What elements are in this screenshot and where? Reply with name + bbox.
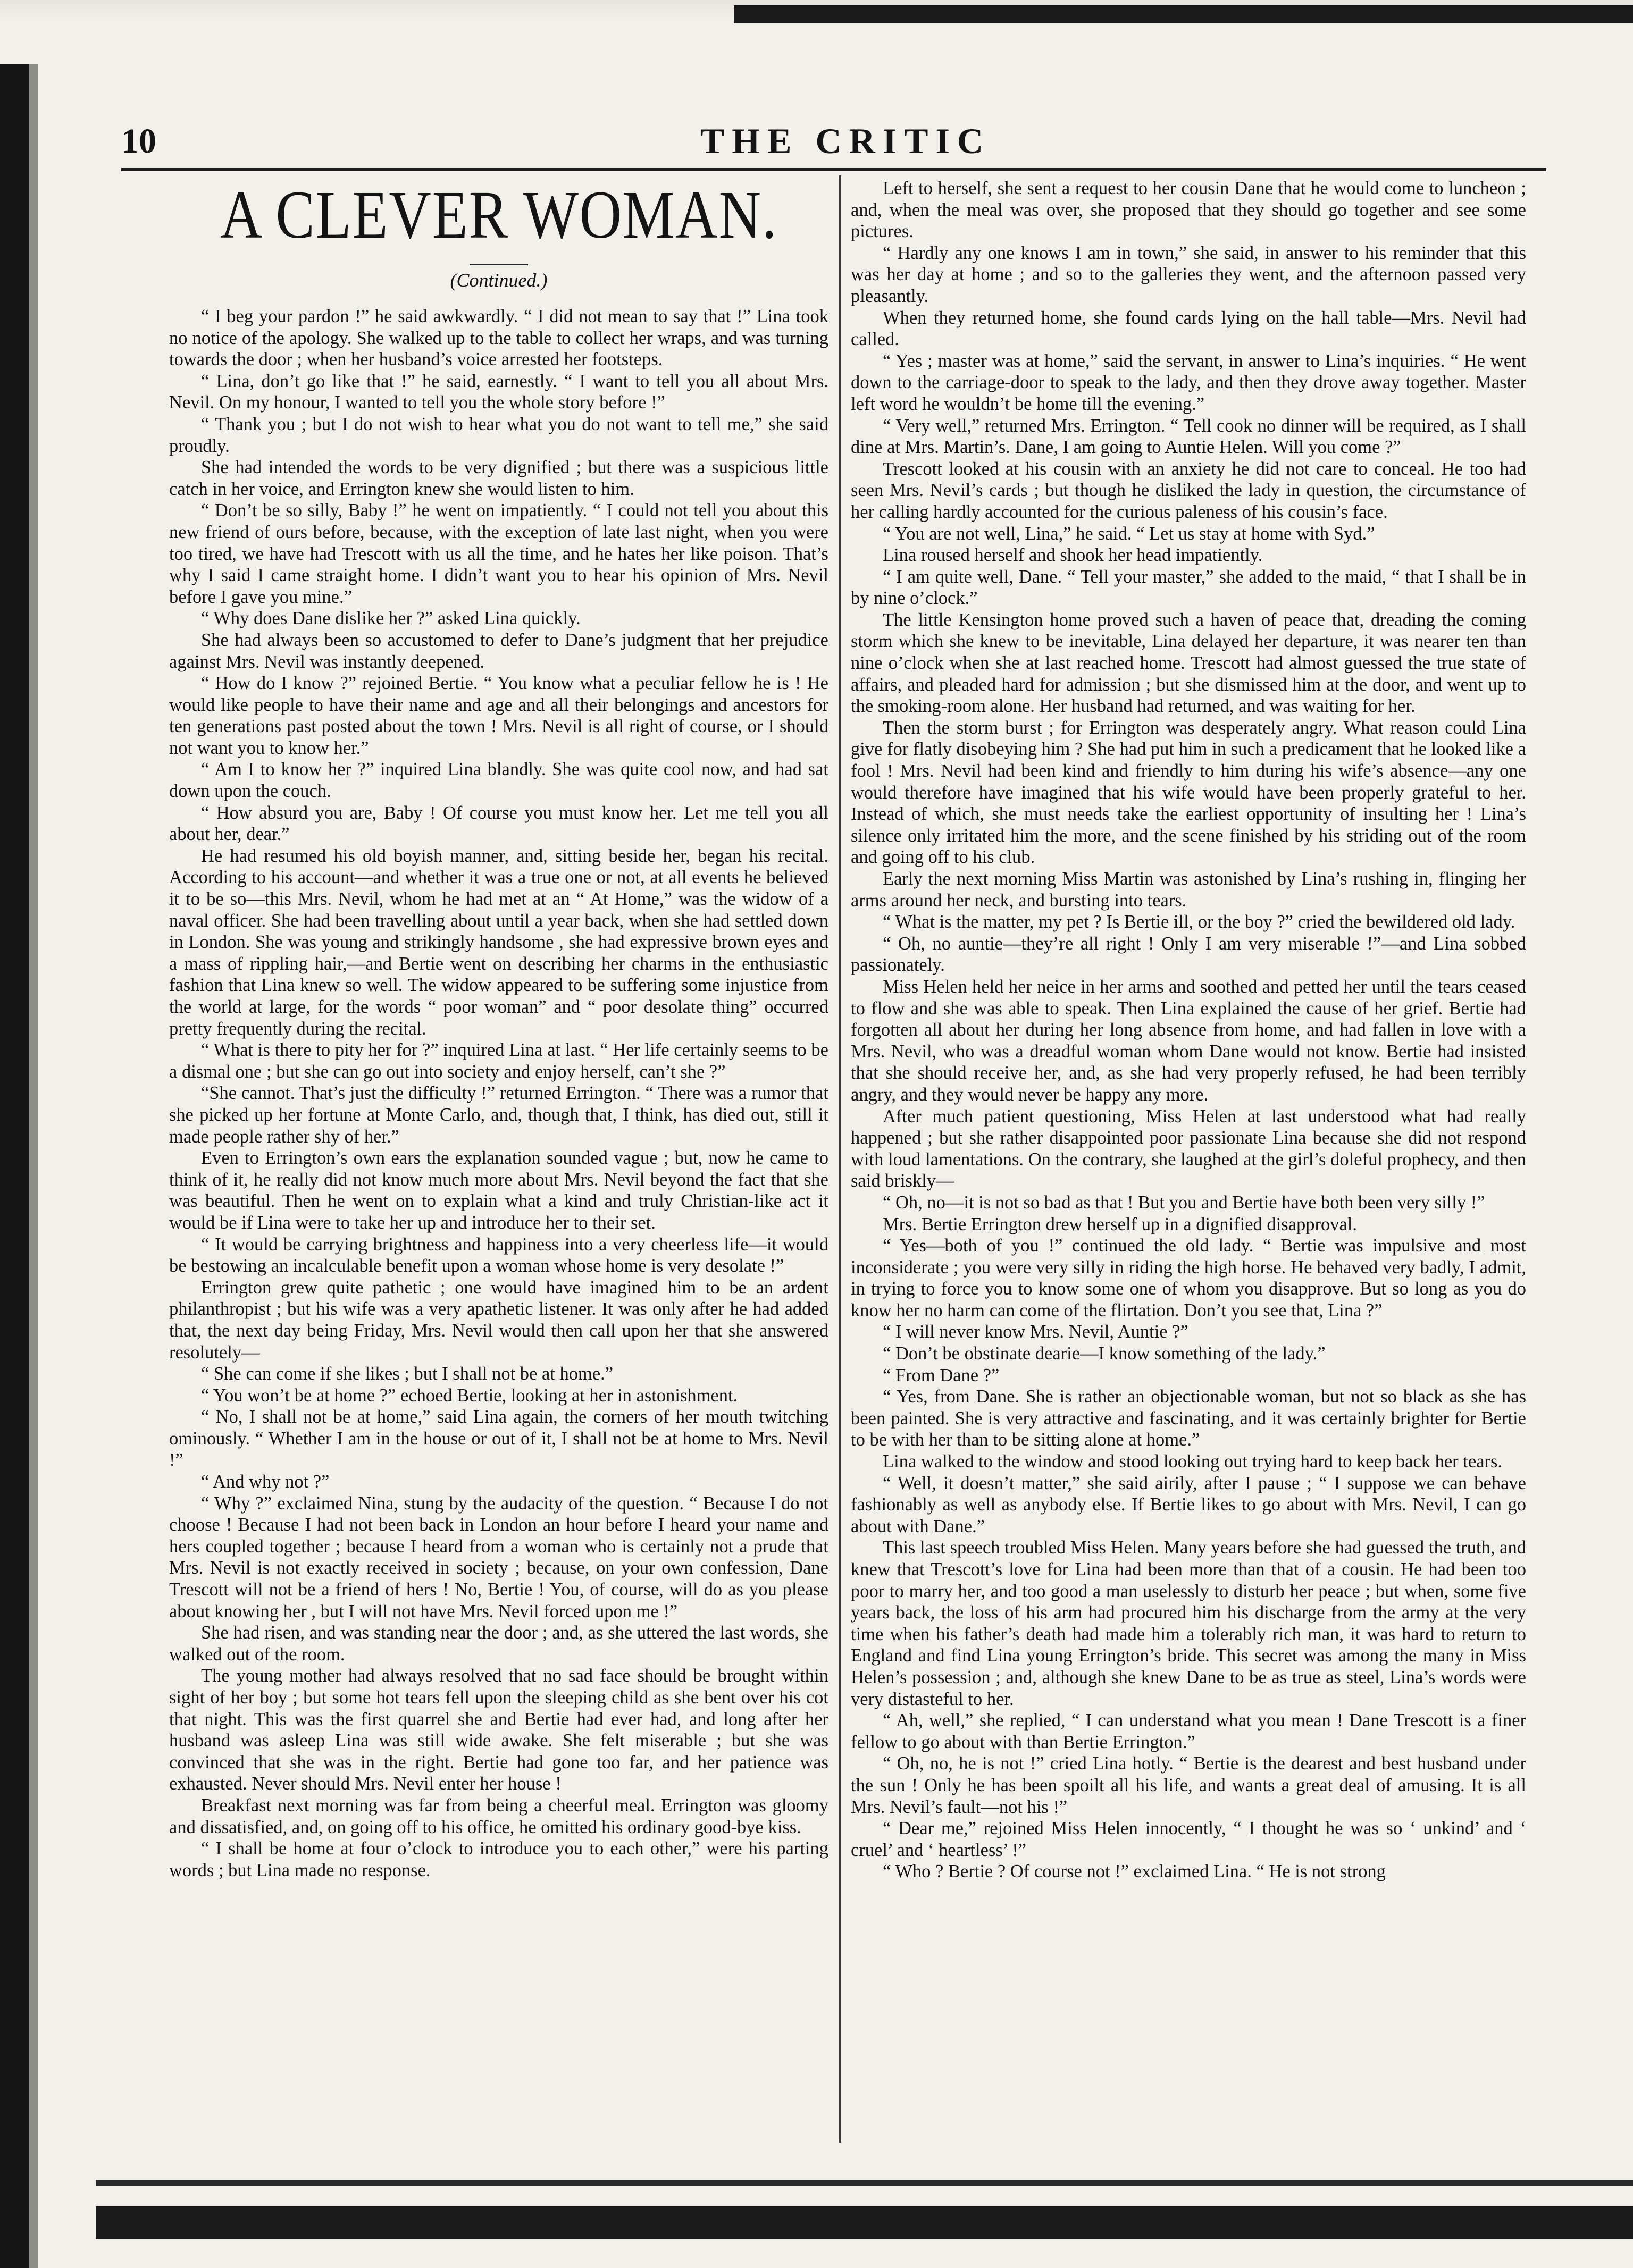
paragraph: “ Hardly any one knows I am in town,” she said, in answer to his reminder that this was her day at home ; and so to the galleries they went, and the afternoon passed very pleasantly. bbox=[851, 242, 1526, 306]
paragraph: Left to herself, she sent a request to her cousin Dane that he would come to luncheon ; and, when the meal was over, she proposed that they should go together and see some pictures. bbox=[851, 178, 1526, 242]
scan-top-border bbox=[734, 5, 1633, 23]
paragraph: Mrs. Bertie Errington drew herself up in a dignified disapproval. bbox=[883, 1214, 1357, 1234]
paragraph: The young mother had always resolved that no sad face should be brought within sight of her boy ; but some hot tears fell upon the sleeping child as she bent over his cot that night. This was the first quarrel she and Bertie had ever had, and long after her husband was asleep Lina was still wide awake. She felt miserable ; but she was convinced that she was in the right. Bertie had gone too far, and her patience was exhausted. Never should Mrs. Nevil enter her house ! bbox=[169, 1666, 828, 1794]
paragraph: “ She can come if she likes ; but I shall not be at home.” bbox=[201, 1364, 614, 1384]
scan-bottom-border bbox=[96, 2206, 1633, 2239]
paragraph: When they returned home, she found cards lying on the hall table—Mrs. Nevil had called. bbox=[851, 307, 1526, 350]
paragraph: “ Yes, from Dane. She is rather an objectionable woman, but not so black as she has been painted. She is very attractive and fascinating, and it was certainly brighter for Bertie to be with her than to be sitting alone at home.” bbox=[851, 1387, 1526, 1450]
paragraph: “ Very well,” returned Mrs. Errington. “ Tell cook no dinner will be required, as I shall dine at Mrs. Martin’s. Dane, I am going to Auntie Helen. Will you come ?” bbox=[851, 415, 1526, 458]
paragraph: “ It would be carrying brightness and happiness into a very cheerless life—it would be bestowing an incalculable benefit upon a woman whose home is very desolate !” bbox=[169, 1234, 828, 1276]
paragraph: “ Oh, no—it is not so bad as that ! But you and Bertie have both been very silly !” bbox=[883, 1192, 1485, 1213]
paragraph: “ Well, it doesn’t matter,” she said airily, after I pause ; “ I suppose we can behave fashionably as well as anybody else. If Bertie likes to go about with Mrs. Nevil, I can go about with Dane.” bbox=[851, 1473, 1526, 1536]
paragraph: The little Kensington home proved such a haven of peace that, dreading the coming storm which she knew to be inevitable, Lina delayed her departure, it was nearer ten than nine o’clock when she at last reached home. Trescott had almost guessed the true state of affairs, and pleaded hard for admission ; but she dismissed him at the door, and went up to the smoking-room alone. Her husband had returned, and was waiting for her. bbox=[851, 609, 1526, 717]
paragraph: “She cannot. That’s just the difficulty !” returned Errington. “ There was a rumor that she picked up her fortune at Monte Carlo, and, though that, I think, has died out, still it made people rather shy of her.” bbox=[169, 1083, 828, 1147]
paragraph: Even to Errington’s own ears the explanation sounded vague ; but, now he came to think of it, he really did not know much more about Mrs. Nevil beyond the fact that she was beautiful. Then he went on to explain what a kind and truly Christian-like act it would be if Lina were to take her up and introduce her to their set. bbox=[169, 1148, 828, 1233]
left-paragraphs bbox=[169, 306, 828, 1881]
scan-left-shadow bbox=[29, 64, 38, 2268]
article-title: A CLEVER WOMAN. bbox=[220, 178, 778, 253]
paragraph: “ Who ? Bertie ? Of course not !” exclaimed Lina. “ He is not strong bbox=[883, 1861, 1386, 1882]
paragraph: After much patient questioning, Miss Helen at last understood what had really happened ; but she rather disappointed poor passionate Lina because she did not respond with loud lamentations. On the contrary, she laughed at the girl’s doleful prophecy, and then said briskly— bbox=[851, 1106, 1526, 1191]
paragraph: “ Ah, well,” she replied, “ I can understand what you mean ! Dane Trescott is a finer fellow to go about with than Bertie Errington.” bbox=[851, 1710, 1526, 1752]
paragraph: “ How do I know ?” rejoined Bertie. “ You know what a peculiar fellow he is ! He would like people to have their name and age and all their belongings and ancestors for ten generations past posted about the town ! Mrs. Nevil is all right of course, or I should not want you to know her.” bbox=[169, 673, 828, 758]
paragraph: “ Thank you ; but I do not wish to hear what you do not want to tell me,” she said proudly. bbox=[169, 414, 828, 456]
paragraph: Lina walked to the window and stood looking out trying hard to keep back her tears. bbox=[883, 1451, 1503, 1472]
scan-left-border bbox=[0, 64, 29, 2268]
paragraph: “ And why not ?” bbox=[201, 1472, 330, 1492]
paragraph: “ What is the matter, my pet ? Is Bertie ill, or the boy ?” cried the bewildered old lady. bbox=[883, 912, 1515, 933]
paragraph: Breakfast next morning was far from being a cheerful meal. Errington was gloomy and dissatisfied, and, on going off to his office, he omitted his ordinary good-bye kiss. bbox=[169, 1795, 828, 1837]
paragraph: “ Lina, don’t go like that !” he said, earnestly. “ I want to tell you all about Mrs. Nevil. On my honour, I wanted to tell you the whole story before !” bbox=[169, 371, 828, 413]
paragraph: Then the storm burst ; for Errington was desperately angry. What reason could Lina give for flatly disobeying him ? She had put him in such a predicament that he looked like a fool ! Mrs. Nevil had been kind and friendly to him during his wife’s absence—any one would therefore have imagined that his wife would have been properly grateful to her. Instead of which, she must needs take the earliest opportunity of insulting her ! Lina’s silence only irritated him the more, and the scene finished by his striding out of the room and going off to his club. bbox=[851, 717, 1526, 868]
paragraph: “ How absurd you are, Baby ! Of course you must know her. Let me tell you all about her, dear.” bbox=[169, 802, 828, 845]
paragraph: “ I am quite well, Dane. “ Tell your master,” she added to the maid, “ that I shall be in by nine o’clock.” bbox=[851, 566, 1526, 609]
paragraph: “ I shall be home at four o’clock to introduce you to each other,” were his parting words ; but Lina made no response. bbox=[169, 1838, 828, 1880]
continued-note: (Continued.) bbox=[450, 270, 548, 291]
running-head: THE CRITIC bbox=[700, 121, 991, 161]
paragraph: Lina roused herself and shook her head impatiently. bbox=[883, 545, 1263, 566]
right-paragraphs bbox=[851, 178, 1526, 1883]
paragraph: Early the next morning Miss Martin was astonished by Lina’s rushing in, flinging her arms around her neck, and bursting into tears. bbox=[851, 869, 1526, 911]
page-number: 10 bbox=[121, 122, 156, 161]
scan-bottom-line bbox=[96, 2180, 1633, 2186]
paragraph: “ Don’t be obstinate dearie—I know something of the lady.” bbox=[883, 1343, 1326, 1364]
paragraph: “ Am I to know her ?” inquired Lina blandly. She was quite cool now, and had sat down upon the couch. bbox=[169, 759, 828, 802]
paragraph: Errington grew quite pathetic ; one would have imagined him to be an ardent philanthropist ; but his wife was a very apathetic listener. It was only after he had added that, the next day being Friday, Mrs. Nevil would then call upon her that she answered resolutely— bbox=[169, 1277, 828, 1363]
paragraph: She had intended the words to be very dignified ; but there was a suspicious little catch in her voice, and Errington knew she would listen to him. bbox=[169, 457, 828, 499]
paragraph: Trescott looked at his cousin with an anxiety he did not care to conceal. He too had seen Mrs. Nevil’s cards ; but though he disliked the lady in question, the circumstance of her calling hardly accounted for the curious paleness of his cousin’s face. bbox=[851, 458, 1526, 522]
right-column bbox=[851, 178, 1526, 2166]
paragraph: “ Oh, no auntie—they’re all right ! Only I am very miserable !”—and Lina sobbed passionately. bbox=[851, 933, 1526, 976]
paragraph: “ You are not well, Lina,” he said. “ Let us stay at home with Syd.” bbox=[883, 523, 1375, 544]
paragraph: He had resumed his old boyish manner, and, sitting beside her, began his recital. According to his account—and whether it was a true one or not, at all events he believed it to be so—this Mrs. Nevil, whom he had met at an “ At Home,” was the widow of a naval officer. She had been travelling about until a year back, when she had settled down in London. She was young and strikingly handsome , she had expressive brown eyes and a mass of rippling hair,—and Bertie went on describing her charms in the enthusiastic fashion that Lina knew so well. The widow appeared to be suffering some injustice from the world at large, for the words “ poor woman” and “ poor desolate thing” occurred pretty frequently during the recital. bbox=[169, 845, 828, 1039]
paragraph: “ Dear me,” rejoined Miss Helen innocently, “ I thought he was so ‘ unkind’ and ‘ cruel’ and ‘ heartless’ !” bbox=[851, 1818, 1526, 1860]
paragraph: “ Yes ; master was at home,” said the servant, in answer to Lina’s inquiries. “ He went down to the carriage-door to speak to the lady, and then they drove away together. Master left word he wouldn’t be home till the evening.” bbox=[851, 350, 1526, 414]
title-rule bbox=[470, 264, 528, 265]
header-rule bbox=[121, 168, 1546, 171]
paragraph: She had risen, and was standing near the door ; and, as she uttered the last words, she walked out of the room. bbox=[169, 1623, 828, 1665]
paragraph: She had always been so accustomed to defer to Dane’s judgment that her prejudice against Mrs. Nevil was instantly deepened. bbox=[169, 629, 828, 672]
column-rule bbox=[839, 175, 841, 2143]
paragraph: This last speech troubled Miss Helen. Many years before she had guessed the truth, and knew that Trescott’s love for Lina had been more than that of a cousin. He had been too poor to marry her, and too good a man uselessly to disturb her peace ; but when, some five years back, the loss of his arm had procured him his discharge from the army at the very time when his father’s death had made him a tolerably rich man, it was hard to return to England and find Lina young Errington’s bride. This secret was among the many in Miss Helen’s possession ; and, although she knew Dane to be as true as steel, Lina’s words were very distasteful to her. bbox=[851, 1538, 1526, 1709]
paragraph: “ No, I shall not be at home,” said Lina again, the corners of her mouth twitching ominously. “ Whether I am in the house or out of it, I shall not be at home to Mrs. Nevil !” bbox=[169, 1407, 828, 1471]
paragraph: Miss Helen held her neice in her arms and soothed and petted her until the tears ceased to flow and she was able to speak. Then Lina explained the cause of her grief. Bertie had forgotten all about her during her long absence from home, and had fallen in love with a Mrs. Nevil, who was a dreadful woman whom Dane would not know. Bertie had insisted that she should receive her, and, as she had very properly refused, he had been terribly angry, and they would never be happy any more. bbox=[851, 976, 1526, 1105]
paragraph: “ What is there to pity her for ?” inquired Lina at last. “ Her life certainly seems to be a dismal one ; but she can go out into society and enjoy herself, can’t she ?” bbox=[169, 1040, 828, 1082]
paragraph: “ I will never know Mrs. Nevil, Auntie ?” bbox=[883, 1322, 1188, 1342]
paragraph: “ Yes—both of you !” continued the old lady. “ Bertie was impulsive and most inconsiderate ; you were very silly in riding the high horse. He behaved very badly, I admit, in trying to force you to know some one of whom you disapprove. But so long as you do know her no harm can come of the flirtation. Don’t you see that, Lina ?” bbox=[851, 1236, 1526, 1321]
paragraph: “ You won’t be at home ?” echoed Bertie, looking at her in astonishment. bbox=[201, 1385, 738, 1406]
paragraph: “ I beg your pardon !” he said awkwardly. “ I did not mean to say that !” Lina took no notice of the apology. She walked up to the table to collect her wraps, and was turning towards the door ; when her husband’s voice arrested her footsteps. bbox=[169, 306, 828, 370]
paragraph: “ Don’t be so silly, Baby !” he went on impatiently. “ I could not tell you about this new friend of ours before, because, with the exception of late last night, when you were too tired, we have had Trescott with us all the time, and he hates her like poison. That’s why I said I came straight home. I didn’t want you to hear his opinion of Mrs. Nevil before I gave you mine.” bbox=[169, 500, 828, 607]
paragraph: “ Oh, no, he is not !” cried Lina hotly. “ Bertie is the dearest and best husband under the sun ! Only he has been spoilt all his life, and wants a great deal of amusing. It is all Mrs. Nevil’s fault—not his !” bbox=[851, 1753, 1526, 1817]
paragraph: “ From Dane ?” bbox=[883, 1365, 1000, 1385]
paragraph: “ Why does Dane dislike her ?” asked Lina quickly. bbox=[201, 608, 581, 629]
left-column bbox=[169, 178, 828, 2166]
paragraph: “ Why ?” exclaimed Nina, stung by the audacity of the question. “ Because I do not choose ! Because I had not been back in London an hour before I heard your name and hers coupled together ; because I heard from a woman who is certainly not a prude that Mrs. Nevil is not exactly received in society ; because, on your own confession, Dane Trescott will not be a friend of hers ! No, Bertie ! You, of course, will do as you please about knowing her , but I will not have Mrs. Nevil forced upon me !” bbox=[169, 1493, 828, 1622]
